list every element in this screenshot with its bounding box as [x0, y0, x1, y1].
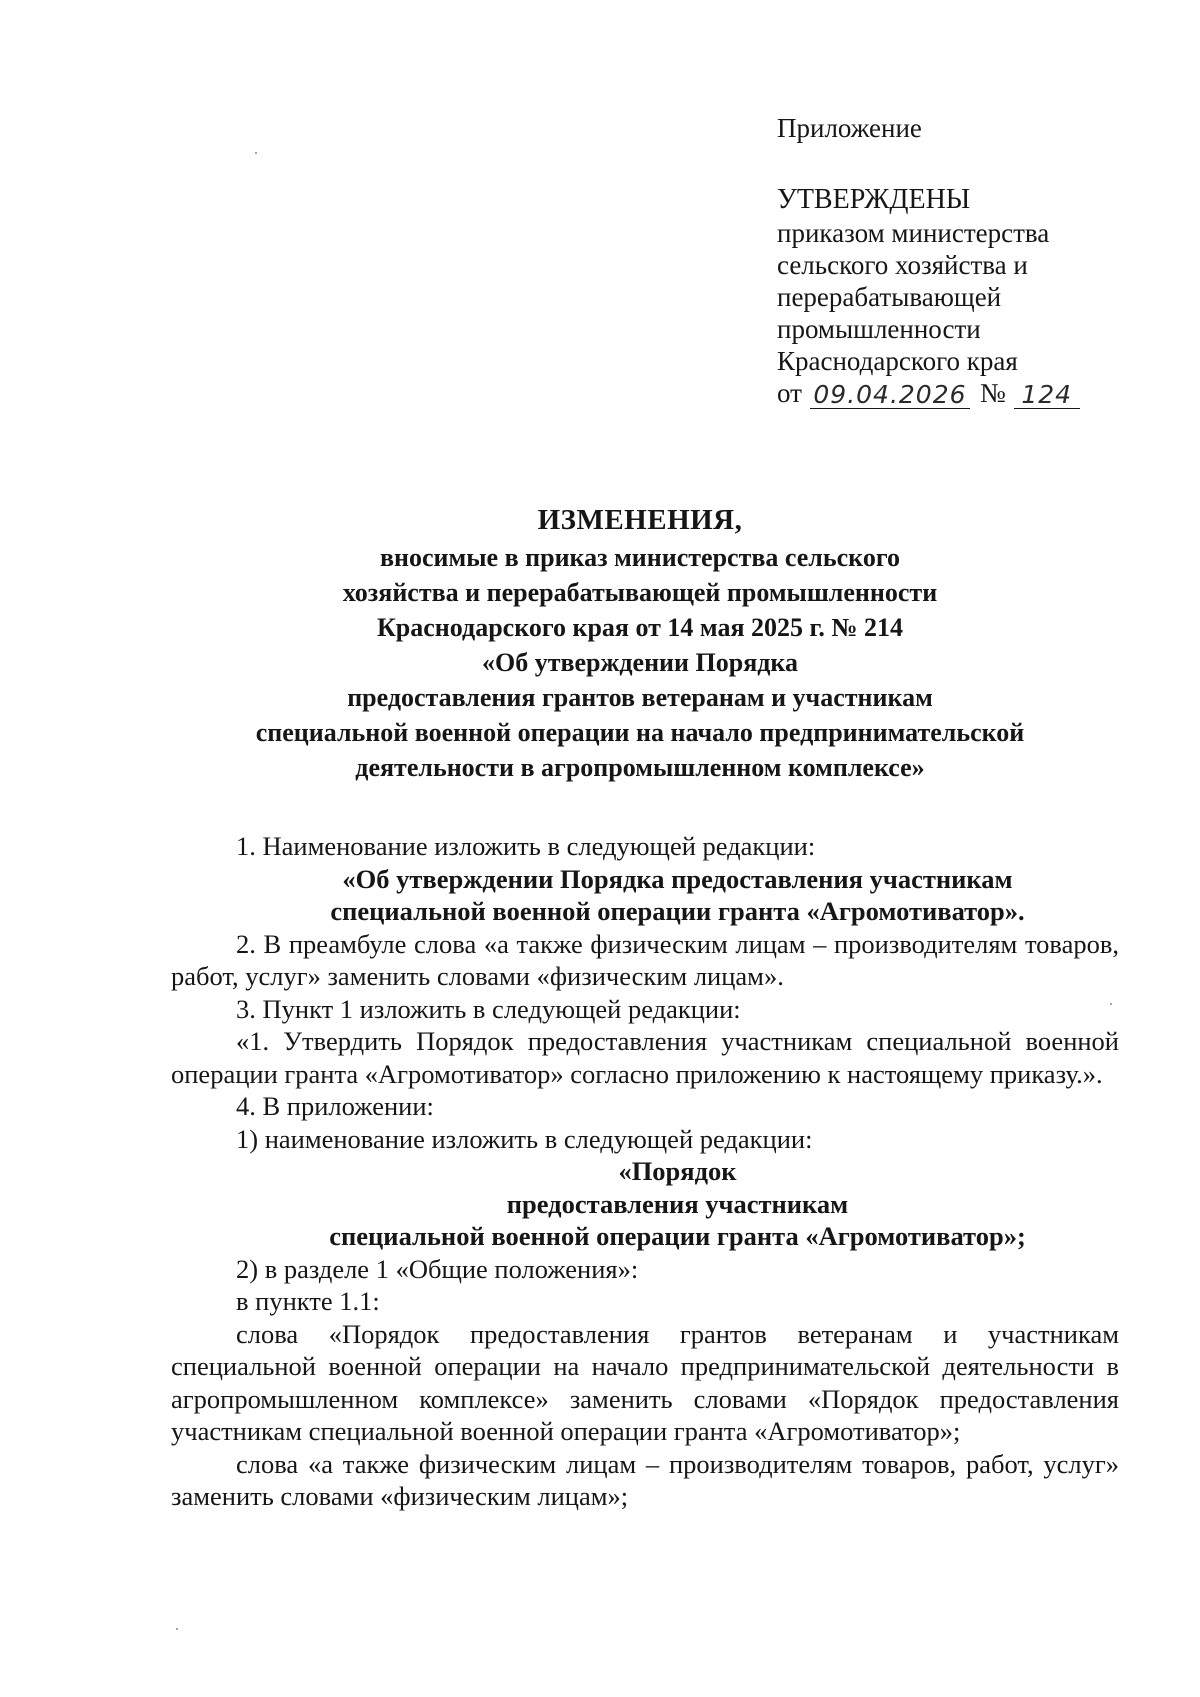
title-line: Краснодарского края от 14 мая 2025 г. № 214 [376, 613, 904, 642]
scan-speck [255, 152, 257, 154]
approved-label: УТВЕРЖДЕНЫ [777, 184, 971, 215]
approval-line: сельского хозяйства и [777, 250, 1028, 280]
document-body [171, 830, 1119, 1513]
document-title [160, 500, 1120, 785]
approval-line: промышленности [777, 314, 981, 344]
title-line: «Об утверждении Порядка [481, 648, 798, 677]
title-heading: ИЗМЕНЕНИЯ, [537, 504, 743, 536]
handwritten-number: 124 [1014, 382, 1080, 409]
item-4-words-1: слова «Порядок предоставления грантов ветеранам и участникам специальной военной операции на начало предпринимательской деятельности в агропромышленном комплексе» заменить словами «Порядок предоставления участникам специальной военной операции гранта «Агромотиватор»; [171, 1318, 1119, 1446]
item-4: 4. В приложении: [236, 1091, 434, 1121]
item-1-new-name: «Об утверждении Порядка предоставления участникам [342, 863, 1013, 894]
number-label: № [979, 378, 1006, 408]
title-line: деятельности в агропромышленном комплексе» [355, 753, 925, 782]
approval-line: перерабатывающей [777, 282, 1002, 312]
title-line: предоставления грантов ветеранам и участникам [347, 683, 933, 712]
item-3-text: «1. Утвердить Порядок предоставления участникам специальной военной операции гранта «Агромотиватор» согласно приложению к настоящему приказу.». [171, 1026, 1119, 1089]
handwritten-date: 09.04.2026 [810, 382, 970, 409]
from-label: от [777, 378, 802, 408]
title-line: вносимые в приказ министерства сельского [380, 543, 900, 572]
approval-header [777, 112, 1080, 409]
title-line: хозяйства и перерабатывающей промышленности [342, 578, 938, 607]
appendix-label: Приложение [777, 113, 922, 143]
item-2: 2. В преамбуле слова «а также физическим лицам – производителям товаров, работ, услуг» заменить словами «физическим лицам». [171, 928, 1119, 991]
item-1: 1. Наименование изложить в следующей редакции: [236, 831, 816, 861]
item-4-sub-1: 1) наименование изложить в следующей редакции: [236, 1123, 813, 1154]
title-line: специальной военной операции на начало предпринимательской [255, 718, 1025, 747]
item-4-new-name: предоставления участникам [506, 1188, 849, 1219]
item-4-words-2: слова «а также физическим лицам – производителям товаров, работ, услуг» заменить словами «физическим лицам»; [171, 1448, 1119, 1511]
item-4-new-name: специальной военной операции гранта «Агромотиватор»; [329, 1221, 1026, 1251]
item-3: 3. Пункт 1 изложить в следующей редакции: [236, 993, 741, 1024]
item-4-new-name: «Порядок [618, 1156, 737, 1186]
scan-speck [1110, 1003, 1112, 1005]
item-4-sub-2: 2) в разделе 1 «Общие положения»: [236, 1253, 639, 1284]
scan-speck [176, 1628, 178, 1630]
item-1-new-name: специальной военной операции гранта «Агромотиватор». [330, 896, 1025, 926]
approval-line: Краснодарского края [777, 346, 1018, 376]
approval-line: приказом министерства [777, 218, 1050, 248]
order-date-number [777, 377, 1080, 409]
item-4-point: в пункте 1.1: [236, 1286, 380, 1316]
